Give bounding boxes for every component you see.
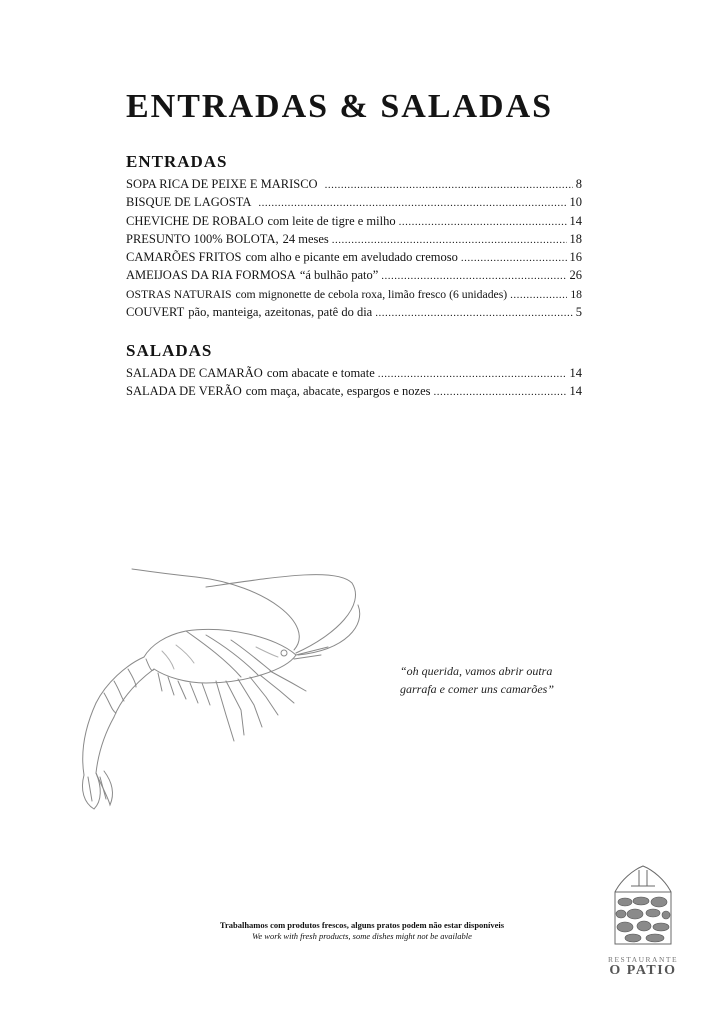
shrimp-illustration-icon (66, 565, 376, 815)
item-description: com leite de tigre e milho (267, 213, 396, 228)
menu-item (126, 194, 582, 212)
footer-notice-pt: Trabalhamos com produtos frescos, alguns pratos podem não estar disponíveis (219, 920, 505, 930)
dot-leader (375, 305, 573, 322)
item-description: “á bulhão pato” (299, 268, 379, 283)
item-name: SOPA RICA DE PEIXE E MARISCO (126, 177, 318, 191)
item-description: pão, manteiga, azeitonas, patê do dia (188, 305, 373, 320)
item-name: SALADA DE CAMARÃO (126, 366, 263, 380)
item-name: BISQUE DE LAGOSTA (126, 195, 252, 210)
item-price: 16 (569, 250, 582, 265)
dot-leader (381, 268, 566, 285)
dot-leader (434, 384, 567, 401)
menu-item (126, 231, 582, 249)
quote-line: garrafa e comer uns camarões” (400, 682, 554, 696)
item-name: PRESUNTO 100% BOLOTA, (126, 231, 279, 246)
menu-item (126, 267, 582, 285)
item-description: com abacate e tomate (266, 366, 375, 380)
item-name: CHEVICHE DE ROBALO (126, 213, 264, 228)
footer-notice-en: We work with fresh products, some dishes might not be available (252, 931, 472, 941)
menu-item (126, 286, 582, 304)
item-price: 14 (569, 384, 582, 399)
item-name: SALADA DE VERÃO (126, 384, 242, 399)
logo-emblem-icon (611, 862, 675, 948)
section-entradas (126, 152, 582, 322)
item-price: 14 (569, 213, 582, 228)
item-price: 8 (575, 177, 582, 191)
item-price: 26 (569, 268, 582, 283)
item-name: OSTRAS NATURAIS (126, 287, 232, 301)
menu-item (126, 383, 582, 401)
item-description: com alho e picante em aveludado cremoso (245, 250, 458, 265)
menu-item (126, 304, 582, 322)
dot-leader (510, 287, 567, 304)
item-description: com mignonette de cebola roxa, limão fresco (6 unidades) (235, 287, 508, 301)
quote (400, 662, 600, 698)
item-description: 24 meses (282, 231, 329, 246)
section-heading-saladas: SALADAS (126, 341, 213, 360)
menu-item (126, 365, 582, 383)
item-price: 14 (569, 366, 582, 380)
item-price: 10 (569, 195, 582, 210)
dot-leader (461, 250, 567, 267)
menu-item (126, 176, 582, 194)
dot-leader (325, 177, 573, 194)
menu-item (126, 249, 582, 267)
footer-notice (150, 920, 574, 942)
restaurant-logo (606, 862, 680, 978)
section-saladas (126, 341, 582, 402)
dot-leader (332, 232, 567, 249)
dot-leader (258, 195, 566, 212)
dot-leader (399, 214, 567, 231)
item-price: 18 (570, 287, 582, 301)
item-price: 18 (569, 231, 582, 246)
dot-leader (378, 366, 567, 383)
menu-item (126, 213, 582, 231)
logo-subtitle: RESTAURANTE (607, 955, 679, 964)
logo-name: O PATIO (609, 963, 677, 978)
page-title: ENTRADAS & SALADAS (126, 88, 554, 125)
item-price: 5 (575, 305, 582, 320)
item-description: com maça, abacate, espargos e nozes (245, 384, 431, 399)
item-name: COUVERT (126, 305, 185, 320)
item-name: AMEIJOAS DA RIA FORMOSA (126, 268, 296, 283)
item-name: CAMARÕES FRITOS (126, 250, 242, 265)
quote-line: “oh querida, vamos abrir outra (400, 664, 553, 678)
section-heading-entradas: ENTRADAS (126, 152, 228, 171)
